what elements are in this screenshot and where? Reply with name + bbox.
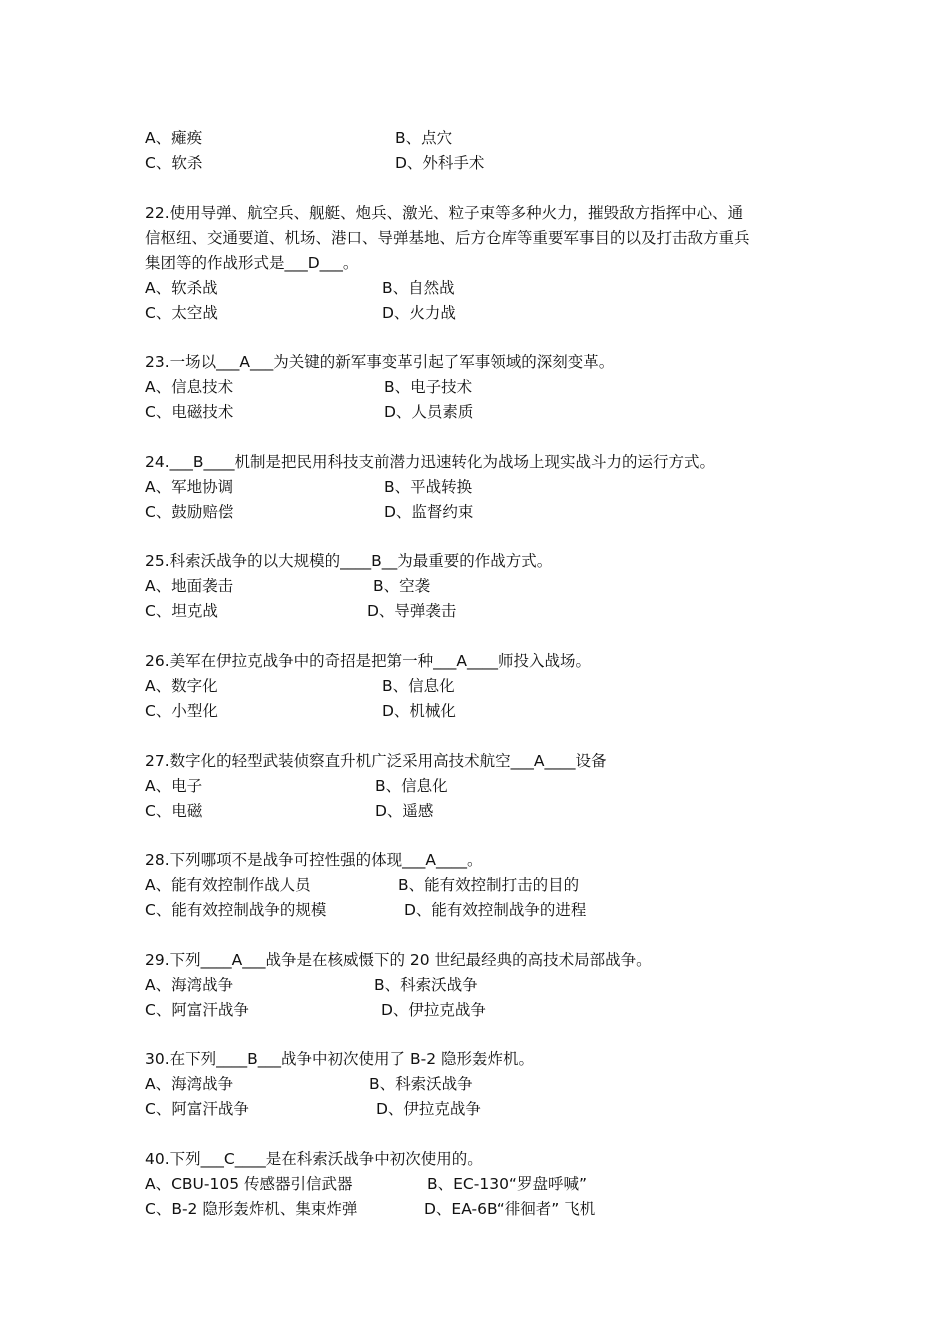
- option-d: D、外科手术: [395, 154, 485, 172]
- option-a: A、地面袭击: [145, 577, 234, 595]
- option-b: B、点穴: [395, 129, 453, 147]
- option-b: B、能有效控制打击的目的: [398, 876, 580, 894]
- option-c: C、太空战: [145, 304, 218, 322]
- option-b: B、信息化: [382, 677, 455, 695]
- option-c: C、电磁技术: [145, 403, 234, 421]
- question-stem: 22.使用导弹、航空兵、舰艇、炮兵、激光、粒子束等多种火力，摧毁敌方指挥中心、通: [145, 204, 744, 222]
- option-c: C、软杀: [145, 154, 203, 172]
- question-stem: 30.在下列____B___战争中初次使用了 B-2 隐形轰炸机。: [145, 1050, 534, 1068]
- question-stem: 信枢纽、交通要道、机场、港口、导弹基地、后方仓库等重要军事目的以及打击敌方重兵: [145, 229, 750, 247]
- option-d: D、人员素质: [384, 403, 474, 421]
- question-stem: 24.___B____机制是把民用科技支前潜力迅速转化为战场上现实战斗力的运行方式。: [145, 453, 716, 471]
- option-a: A、CBU-105 传感器引信武器: [145, 1175, 353, 1193]
- option-b: B、平战转换: [384, 478, 473, 496]
- option-a: A、能有效控制作战人员: [145, 876, 311, 894]
- option-c: C、阿富汗战争: [145, 1100, 249, 1118]
- option-a: A、军地协调: [145, 478, 234, 496]
- option-d: D、能有效控制战争的进程: [404, 901, 587, 919]
- option-a: A、数字化: [145, 677, 218, 695]
- option-b: B、EC-130“罗盘呼喊”: [427, 1175, 587, 1193]
- option-c: C、鼓励赔偿: [145, 503, 234, 521]
- option-a: A、电子: [145, 777, 203, 795]
- option-c: C、B-2 隐形轰炸机、集束炸弹: [145, 1200, 358, 1218]
- option-d: D、EA-6B“徘徊者” 飞机: [424, 1200, 596, 1218]
- option-b: B、自然战: [382, 279, 455, 297]
- question-stem: 28.下列哪项不是战争可控性强的体现___A____。: [145, 851, 483, 869]
- option-b: B、空袭: [373, 577, 431, 595]
- option-b: B、电子技术: [384, 378, 473, 396]
- option-a: A、瘫痪: [145, 129, 203, 147]
- option-d: D、导弹袭击: [367, 602, 457, 620]
- option-c: C、能有效控制战争的规模: [145, 901, 327, 919]
- question-stem: 26.美军在伊拉克战争中的奇招是把第一种___A____师投入战场。: [145, 652, 592, 670]
- question-stem: 27.数字化的轻型武装侦察直升机广泛采用高技术航空___A____设备: [145, 752, 607, 770]
- question-stem: 40.下列___C____是在科索沃战争中初次使用的。: [145, 1150, 483, 1168]
- option-d: D、伊拉克战争: [376, 1100, 481, 1118]
- option-a: A、海湾战争: [145, 976, 234, 994]
- option-d: D、遥感: [375, 802, 434, 820]
- question-stem: 23.一场以___A___为关键的新军事变革引起了军事领域的深刻变革。: [145, 353, 615, 371]
- option-b: B、信息化: [375, 777, 448, 795]
- option-d: D、伊拉克战争: [381, 1001, 486, 1019]
- option-d: D、机械化: [382, 702, 456, 720]
- option-c: C、坦克战: [145, 602, 218, 620]
- option-d: D、火力战: [382, 304, 456, 322]
- option-d: D、监督约束: [384, 503, 474, 521]
- question-stem: 25.科索沃战争的以大规模的____B__为最重要的作战方式。: [145, 552, 553, 570]
- option-b: B、科索沃战争: [369, 1075, 473, 1093]
- question-stem: 29.下列____A___战争是在核威慑下的 20 世纪最经典的高技术局部战争。: [145, 951, 652, 969]
- option-a: A、软杀战: [145, 279, 218, 297]
- option-c: C、电磁: [145, 802, 203, 820]
- option-a: A、海湾战争: [145, 1075, 234, 1093]
- option-b: B、科索沃战争: [374, 976, 478, 994]
- question-stem: 集团等的作战形式是___D___。: [145, 254, 359, 272]
- option-c: C、阿富汗战争: [145, 1001, 249, 1019]
- option-a: A、信息技术: [145, 378, 234, 396]
- option-c: C、小型化: [145, 702, 218, 720]
